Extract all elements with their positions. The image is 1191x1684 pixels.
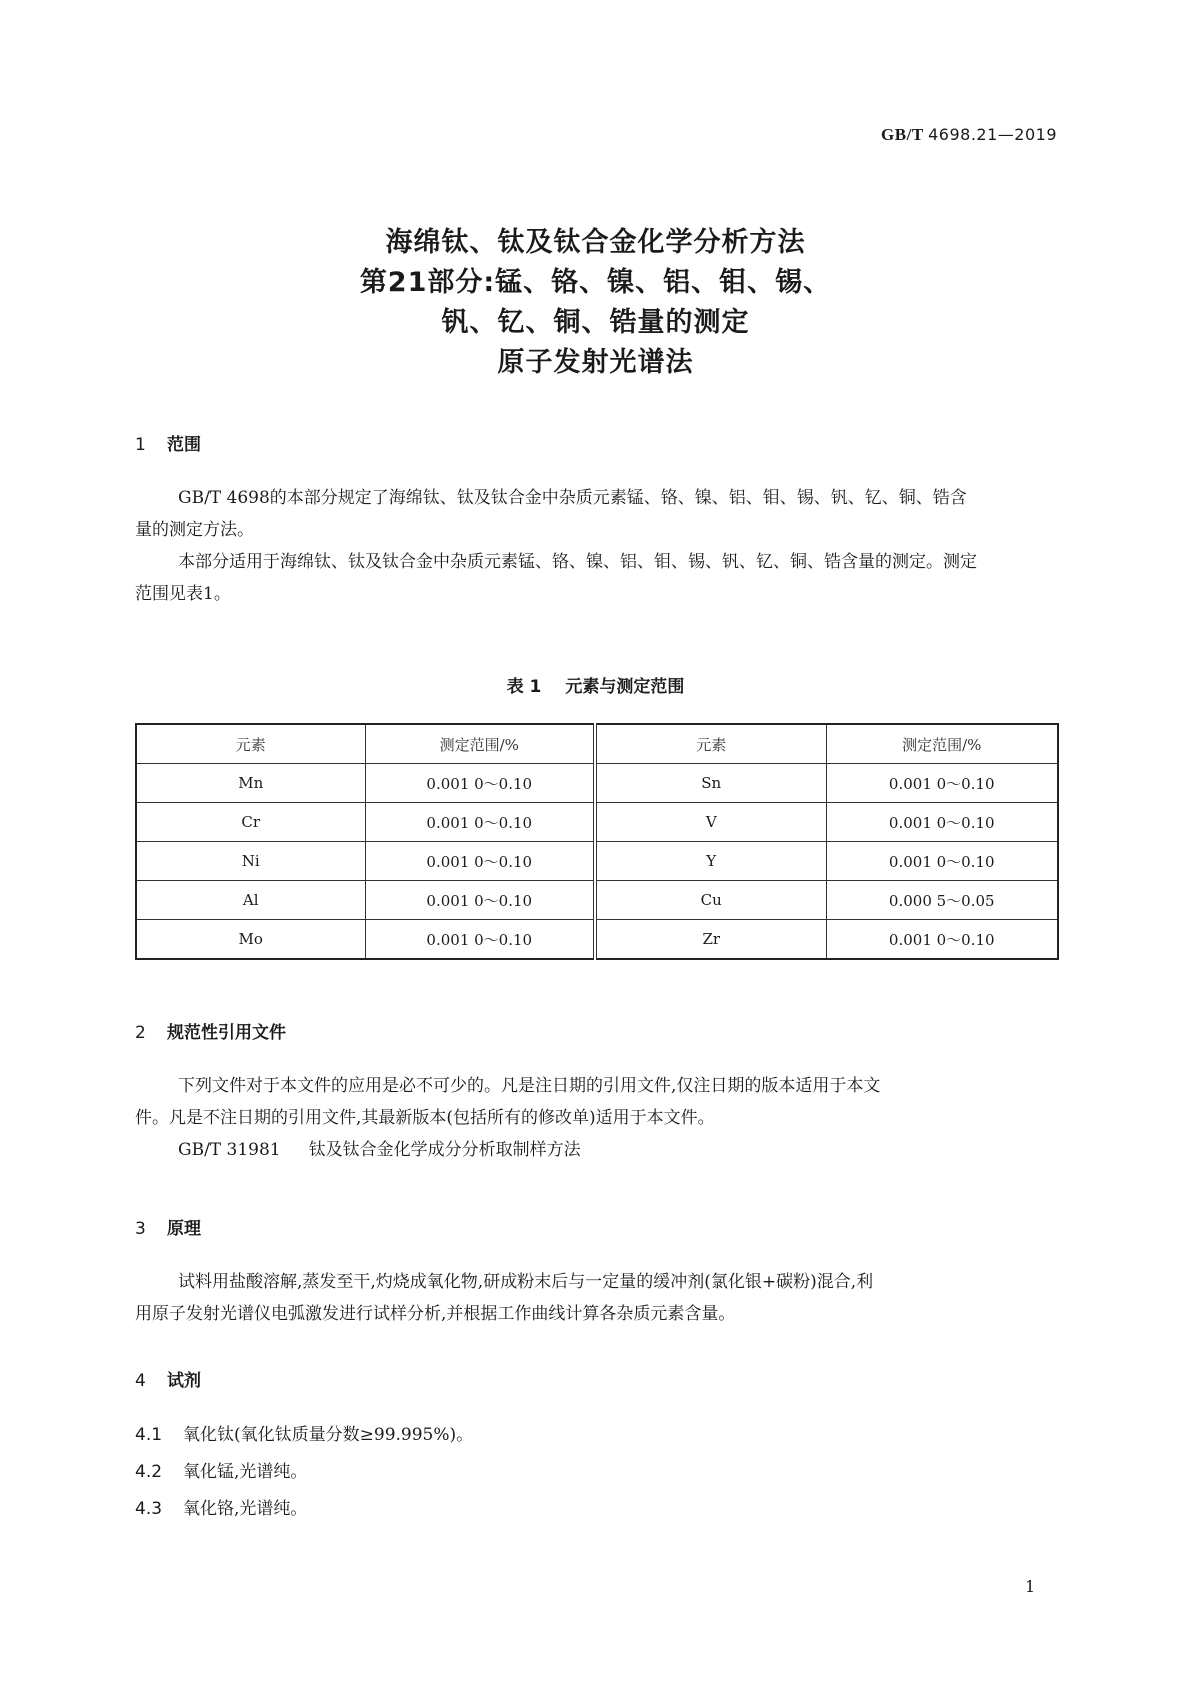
standard-code (881, 125, 1057, 145)
table-cell: 0.001 0～0.10 (365, 920, 595, 960)
normative-reference (135, 1134, 1057, 1166)
item-number: 4.1 (135, 1425, 163, 1445)
title-line-2: 第21部分:锰、铬、镍、铝、钼、锡、 (359, 267, 832, 298)
table-cell: 0.001 0～0.10 (826, 803, 1058, 842)
table-cell: Zr (595, 920, 826, 960)
table-1-caption (0, 672, 1191, 697)
table-cell: Cr (136, 803, 365, 842)
table-cell: Al (136, 881, 365, 920)
table-row (136, 803, 1058, 842)
paragraph-line: 试料用盐酸溶解,蒸发至干,灼烧成氧化物,研成粉末后与一定量的缓冲剂(氯化银+碳粉)混合,利 (178, 1272, 874, 1292)
reference-code: GB/T 31981 (178, 1140, 281, 1160)
paragraph-line: 本部分适用于海绵钛、钛及钛合金中杂质元素锰、铬、镍、铝、钼、锡、钒、钇、铜、锆含量的测定。测定 (178, 552, 977, 572)
section-title: 范围 (167, 435, 201, 455)
table-cell: 0.001 0～0.10 (826, 842, 1058, 881)
element-range-table (135, 723, 1059, 960)
paragraph-line: 下列文件对于本文件的应用是必不可少的。凡是注日期的引用文件,仅注日期的版本适用于本文 (178, 1076, 881, 1096)
section-3-heading (135, 1214, 201, 1239)
section-number: 4 (135, 1371, 146, 1391)
standard-number: 4698.21—2019 (928, 125, 1057, 144)
table-cell: 0.001 0～0.10 (826, 920, 1058, 960)
table-cell: Y (595, 842, 826, 881)
reference-title: 钛及钛合金化学成分分析取制样方法 (308, 1140, 581, 1160)
section-2-heading (135, 1018, 286, 1043)
table-cell: 0.001 0～0.10 (365, 842, 595, 881)
standard-prefix: GB/T (881, 125, 924, 144)
table-cell: 0.001 0～0.10 (826, 764, 1058, 803)
table-cell: Cu (595, 881, 826, 920)
section-title: 原理 (167, 1219, 201, 1239)
item-text: 氧化锰,光谱纯。 (183, 1462, 308, 1482)
section-1-body (135, 482, 1057, 610)
section-number: 1 (135, 435, 146, 455)
table-header-row (136, 724, 1058, 764)
table-header-cell: 测定范围/% (365, 724, 595, 764)
table-caption-number: 表 1 (506, 677, 542, 697)
document-title (0, 224, 1191, 384)
paragraph-line: 件。凡是不注日期的引用文件,其最新版本(包括所有的修改单)适用于本文件。 (135, 1108, 715, 1128)
title-line-3: 钒、钇、铜、锆量的测定 (441, 307, 750, 338)
list-item (135, 1457, 307, 1482)
table-cell: Ni (136, 842, 365, 881)
table-cell: 0.000 5～0.05 (826, 881, 1058, 920)
table-header-cell: 元素 (595, 724, 826, 764)
item-number: 4.2 (135, 1462, 163, 1482)
paragraph-line: GB/T 4698的本部分规定了海绵钛、钛及钛合金中杂质元素锰、铬、镍、铝、钼、锡、钒、钇、铜、锆含 (178, 488, 967, 508)
section-1-heading (135, 430, 201, 455)
table-cell: Sn (595, 764, 826, 803)
table-caption-title: 元素与测定范围 (565, 677, 685, 697)
section-3-body (135, 1266, 1057, 1330)
section-2-body (135, 1070, 1057, 1166)
table-cell: 0.001 0～0.10 (365, 764, 595, 803)
item-text: 氧化钛(氧化钛质量分数≥99.995%)。 (183, 1425, 474, 1445)
list-item (135, 1494, 307, 1519)
title-line-4: 原子发射光谱法 (497, 347, 694, 378)
table-row (136, 764, 1058, 803)
section-number: 3 (135, 1219, 146, 1239)
list-item (135, 1420, 473, 1445)
paragraph-line: 用原子发射光谱仪电弧激发进行试样分析,并根据工作曲线计算各杂质元素含量。 (135, 1304, 736, 1324)
paragraph-line: 量的测定方法。 (135, 520, 254, 540)
table-row (136, 920, 1058, 960)
table-cell: V (595, 803, 826, 842)
section-title: 规范性引用文件 (167, 1023, 286, 1043)
paragraph-line: 范围见表1。 (135, 584, 231, 604)
page-number: 1 (1025, 1577, 1036, 1596)
item-text: 氧化铬,光谱纯。 (183, 1499, 308, 1519)
table-row (136, 842, 1058, 881)
title-line-1: 海绵钛、钛及钛合金化学分析方法 (385, 227, 806, 258)
table-cell: 0.001 0～0.10 (365, 881, 595, 920)
item-number: 4.3 (135, 1499, 163, 1519)
section-4-heading (135, 1366, 201, 1391)
table-header-cell: 测定范围/% (826, 724, 1058, 764)
section-number: 2 (135, 1023, 146, 1043)
table-header-cell: 元素 (136, 724, 365, 764)
section-title: 试剂 (167, 1371, 201, 1391)
table-cell: Mo (136, 920, 365, 960)
table-cell: Mn (136, 764, 365, 803)
table-row (136, 881, 1058, 920)
table-cell: 0.001 0～0.10 (365, 803, 595, 842)
